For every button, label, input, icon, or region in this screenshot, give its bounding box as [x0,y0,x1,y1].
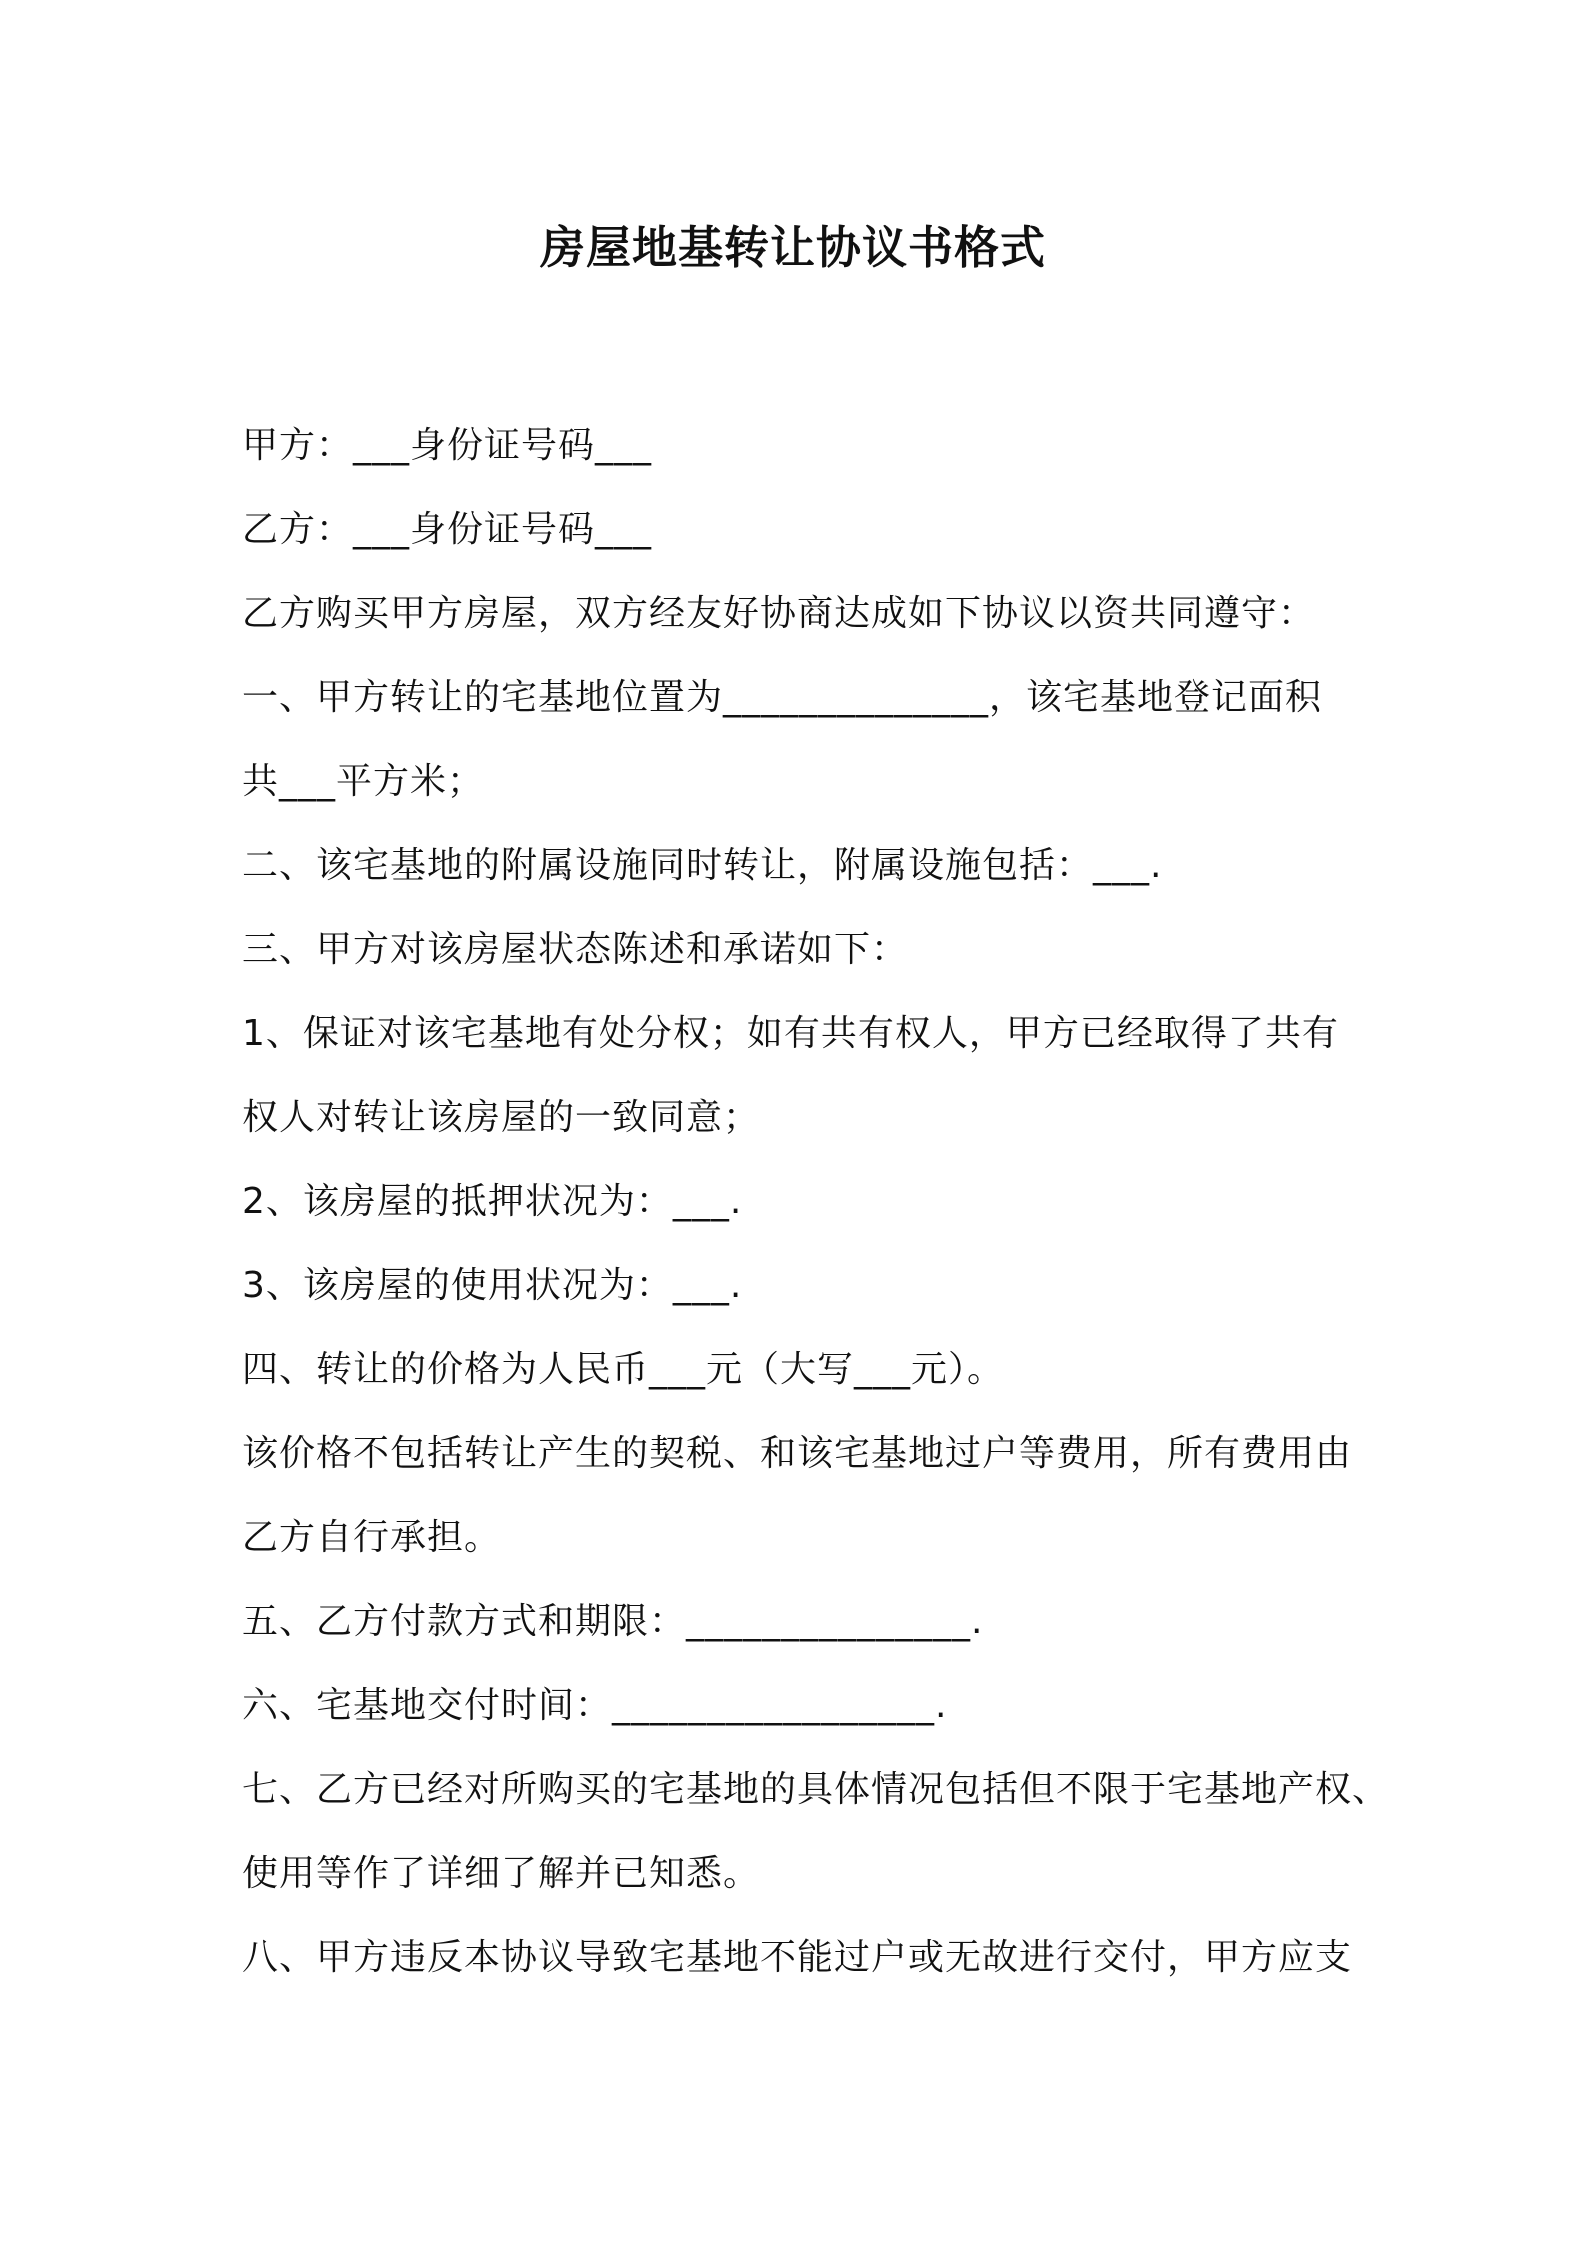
clause-3-item-1-line-continued: 权人对转让该房屋的一致同意； [242,1097,761,1138]
clause-2-line: 二、该宅基地的附属设施同时转让，附属设施包括：___. [242,845,1163,886]
clause-1-line-continued: 共___平方米； [242,761,485,802]
clause-3-line: 三、甲方对该房屋状态陈述和承诺如下： [242,929,909,970]
clause-5-line: 五、乙方付款方式和期限：_______________. [242,1601,984,1642]
preamble-line: 乙方购买甲方房屋，双方经友好协商达成如下协议以资共同遵守： [242,593,1316,634]
clause-4-note-line-continued: 乙方自行承担。 [242,1517,502,1558]
clause-6-line: 六、宅基地交付时间：_________________. [242,1685,948,1726]
clause-3-item-3-line: 3、该房屋的使用状况为：___. [242,1265,743,1306]
clause-8-line: 八、甲方违反本协议导致宅基地不能过户或无故进行交付，甲方应支 [242,1937,1353,1978]
party-a-line: 甲方：___身份证号码___ [242,425,653,466]
clause-4-note-line: 该价格不包括转让产生的契税、和该宅基地过户等费用，所有费用由 [242,1433,1353,1474]
document-title: 房屋地基转让协议书格式 [539,221,1046,274]
clause-1-line: 一、甲方转让的宅基地位置为______________，该宅基地登记面积 [242,677,1323,718]
document-body [242,404,1390,2000]
clause-7-line-continued: 使用等作了详细了解并已知悉。 [242,1853,761,1894]
clause-3-item-2-line: 2、该房屋的抵押状况为：___. [242,1181,743,1222]
clause-7-line: 七、乙方已经对所购买的宅基地的具体情况包括但不限于宅基地产权、 [242,1769,1390,1810]
party-b-line: 乙方：___身份证号码___ [242,509,653,550]
clause-3-item-1-line: 1、保证对该宅基地有处分权；如有共有权人，甲方已经取得了共有 [242,1013,1339,1054]
clause-4-line: 四、转让的价格为人民币___元（大写___元）。 [242,1349,1005,1390]
